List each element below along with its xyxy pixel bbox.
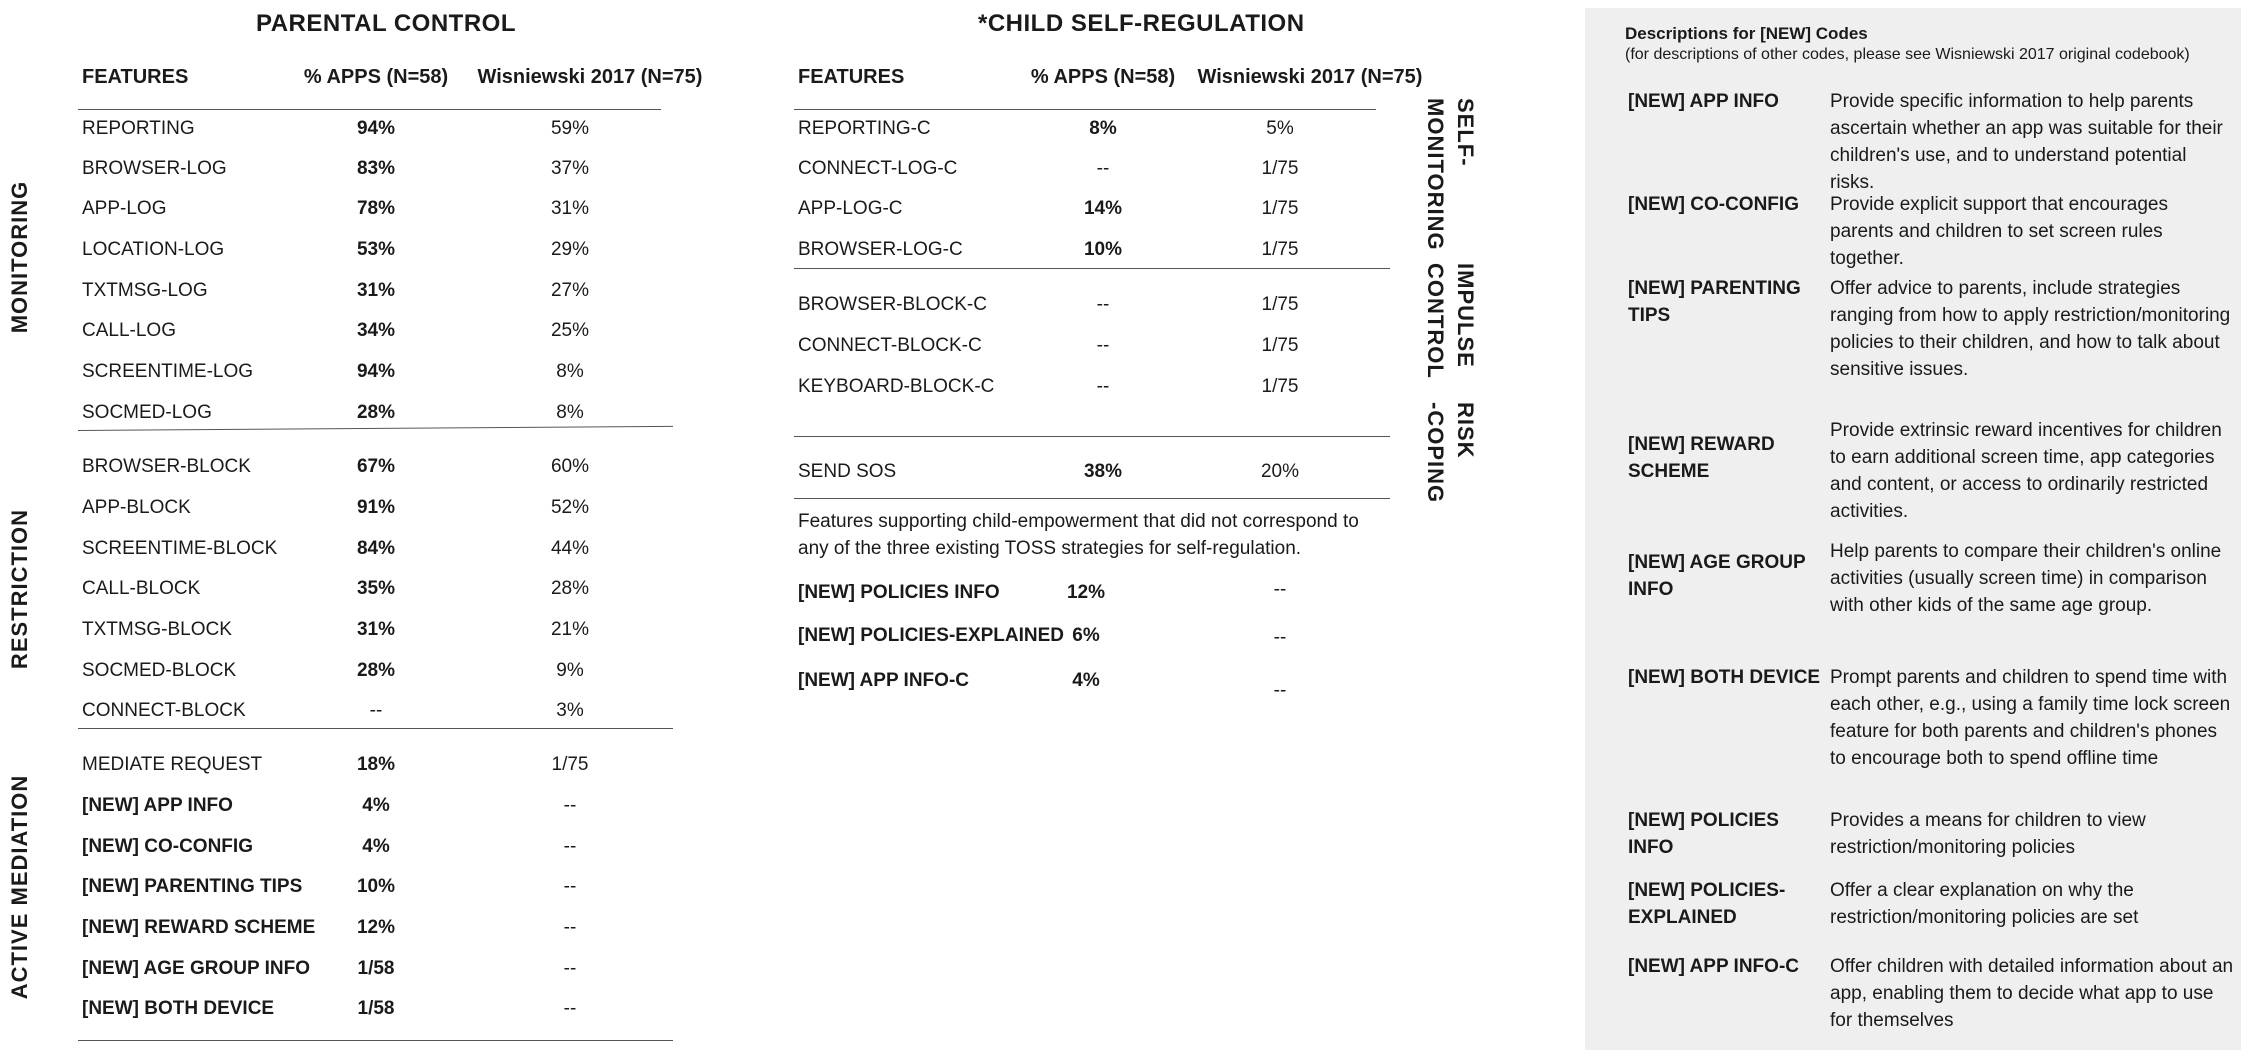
- apps-percent: 12%: [1066, 582, 1106, 603]
- feature-name: MEDIATE REQUEST: [82, 754, 263, 775]
- child-empowerment-note: Features supporting child-empowerment that did not correspond to any of the three existing TOSS strategies for self-regulation.: [798, 511, 1359, 559]
- feature-name: [NEW] AGE GROUP INFO: [82, 958, 310, 979]
- apps-percent: 8%: [1089, 118, 1117, 139]
- child-self-regulation-title: *CHILD SELF-REGULATION: [978, 10, 1305, 37]
- feature-name: CALL-BLOCK: [82, 578, 201, 599]
- apps-percent: 78%: [356, 198, 396, 219]
- code-label: [NEW] APP INFO: [1628, 91, 1779, 112]
- code-description: Provide explicit support that encourages parents and children to set screen rules together.: [1830, 194, 2168, 269]
- feature-name: [NEW] CO-CONFIG: [82, 836, 253, 857]
- apps-percent: --: [369, 700, 383, 721]
- wisniewski-value: 8%: [556, 361, 584, 382]
- wisniewski-value: 3%: [556, 700, 584, 721]
- wisniewski-value: 44%: [550, 538, 590, 559]
- apps-percent: 31%: [356, 280, 396, 301]
- feature-name: BROWSER-BLOCK: [82, 456, 251, 477]
- wisniewski-value: 9%: [556, 660, 584, 681]
- wisniewski-value: 20%: [1260, 461, 1300, 482]
- apps-percent: 94%: [356, 361, 396, 382]
- apps-percent: 28%: [356, 402, 396, 423]
- apps-percent: 12%: [356, 917, 396, 938]
- feature-name: BROWSER-BLOCK-C: [798, 294, 987, 315]
- group-label-impulse-control: IMPULSE CONTROL: [1423, 263, 1478, 379]
- apps-percent: 94%: [356, 118, 396, 139]
- feature-name: BROWSER-LOG: [82, 158, 227, 179]
- parental-bottom-line: [78, 1040, 673, 1041]
- apps-percent: 84%: [356, 538, 396, 559]
- apps-percent: 10%: [1083, 239, 1123, 260]
- feature-name: [NEW] APP INFO: [82, 795, 233, 816]
- group-label-risk-coping: RISK -COPING: [1423, 402, 1478, 504]
- apps-percent: 91%: [356, 497, 396, 518]
- wisniewski-value: --: [563, 836, 577, 857]
- apps-percent: 4%: [362, 836, 390, 857]
- feature-name: SEND SOS: [798, 461, 897, 482]
- parental-header-divider: [78, 109, 661, 110]
- feature-name: [NEW] POLICIES-EXPLAINED: [798, 625, 1065, 646]
- apps-percent: 67%: [356, 456, 396, 477]
- code-label: [NEW] AGE GROUP INFO: [1628, 552, 1806, 600]
- descriptions-title: Descriptions for [NEW] Codes: [1625, 24, 1868, 43]
- apps-percent: 4%: [362, 795, 390, 816]
- wisniewski-value: 37%: [550, 158, 590, 179]
- apps-percent: 35%: [356, 578, 396, 599]
- apps-percent: --: [1096, 335, 1110, 356]
- wisniewski-value: --: [563, 958, 577, 979]
- apps-percent: 18%: [356, 754, 396, 775]
- code-description: Prompt parents and children to spend time with each other, e.g., using a family time lock screen feature for both parents and children's phones to encourage both to spend offline time: [1830, 667, 2231, 769]
- feature-name: BROWSER-LOG-C: [798, 239, 963, 260]
- group-label-self-monitoring: SELF- MONITORING: [1423, 98, 1478, 251]
- wisniewski-value: 5%: [1266, 118, 1294, 139]
- apps-percent: --: [1096, 294, 1110, 315]
- apps-percent: 14%: [1083, 198, 1123, 219]
- apps-percent: 6%: [1072, 625, 1100, 646]
- impulse-control-divider: [794, 436, 1390, 437]
- apps-percent: --: [1096, 158, 1110, 179]
- wisniewski-value: 1/75: [1261, 198, 1299, 219]
- apps-percent: 53%: [356, 239, 396, 260]
- apps-percent: 1/58: [357, 998, 395, 1019]
- code-description: Provide specific information to help parents ascertain whether an app was suitable for their children's use, and to understand potential risks.: [1830, 91, 2223, 193]
- feature-name: [NEW] PARENTING TIPS: [82, 876, 303, 897]
- apps-percent: 38%: [1083, 461, 1123, 482]
- group-label-monitoring: MONITORING: [7, 180, 32, 334]
- apps-percent: --: [1096, 376, 1110, 397]
- feature-name: TXTMSG-LOG: [82, 280, 208, 301]
- wisniewski-value: 1/75: [1261, 294, 1299, 315]
- feature-name: REPORTING-C: [798, 118, 931, 139]
- code-description: Offer a clear explanation on why the restriction/monitoring policies are set: [1830, 880, 2139, 928]
- feature-name: APP-LOG: [82, 198, 167, 219]
- code-label: [NEW] CO-CONFIG: [1628, 194, 1799, 215]
- wisniewski-value: --: [563, 998, 577, 1019]
- parental-header-wisniewski: Wisniewski 2017 (N=75): [477, 66, 703, 88]
- child-header-wisniewski: Wisniewski 2017 (N=75): [1197, 66, 1423, 88]
- code-description: Provide extrinsic reward incentives for children to earn additional screen time, app categories and content, or access to ordinarily restricted activities.: [1830, 420, 2222, 522]
- wisniewski-value: 1/75: [1261, 376, 1299, 397]
- wisniewski-value: 1/75: [1261, 239, 1299, 260]
- group-label-active-mediation: ACTIVE MEDIATION: [7, 774, 32, 1000]
- feature-name: SOCMED-LOG: [82, 402, 212, 423]
- wisniewski-value: 28%: [550, 578, 590, 599]
- feature-name: CONNECT-BLOCK: [82, 700, 246, 721]
- feature-name: CALL-LOG: [82, 320, 176, 341]
- feature-name: [NEW] POLICIES INFO: [798, 582, 1000, 603]
- apps-percent: 1/58: [357, 958, 395, 979]
- code-description: Help parents to compare their children's online activities (usually screen time) in comparison with other kids of the same age group.: [1830, 541, 2222, 616]
- wisniewski-value: --: [1273, 579, 1287, 600]
- wisniewski-value: 27%: [550, 280, 590, 301]
- feature-name: CONNECT-BLOCK-C: [798, 335, 982, 356]
- parental-control-title: PARENTAL CONTROL: [256, 10, 516, 37]
- feature-name: [NEW] REWARD SCHEME: [82, 917, 316, 938]
- wisniewski-value: 21%: [550, 619, 590, 640]
- apps-percent: 83%: [356, 158, 396, 179]
- wisniewski-value: 25%: [550, 320, 590, 341]
- wisniewski-value: 1/75: [1261, 335, 1299, 356]
- wisniewski-value: --: [1273, 680, 1287, 701]
- apps-percent: 31%: [356, 619, 396, 640]
- feature-name: [NEW] APP INFO-C: [798, 670, 969, 691]
- parental-header-features: FEATURES: [82, 66, 189, 88]
- wisniewski-value: --: [563, 795, 577, 816]
- restriction-divider: [78, 728, 673, 729]
- apps-percent: 10%: [356, 876, 396, 897]
- monitoring-divider: [78, 426, 673, 431]
- feature-name: SOCMED-BLOCK: [82, 660, 237, 681]
- feature-name: APP-BLOCK: [82, 497, 191, 518]
- wisniewski-value: --: [563, 917, 577, 938]
- descriptions-subtitle: (for descriptions of other codes, please see Wisniewski 2017 original codebook): [1625, 46, 2190, 63]
- feature-name: TXTMSG-BLOCK: [82, 619, 232, 640]
- child-header-features: FEATURES: [798, 66, 905, 88]
- code-description: Offer advice to parents, include strategies ranging from how to apply restriction/monitoring policies to their children, and how to talk about sensitive issues.: [1830, 278, 2231, 380]
- feature-name: LOCATION-LOG: [82, 239, 225, 260]
- code-label: [NEW] BOTH DEVICE: [1628, 667, 1821, 688]
- wisniewski-value: --: [1273, 627, 1287, 648]
- self-monitoring-divider: [794, 268, 1390, 269]
- parental-header-apps: % APPS (N=58): [303, 66, 449, 88]
- wisniewski-value: 52%: [550, 497, 590, 518]
- code-description: Offer children with detailed information about an app, enabling them to decide what app to use for themselves: [1830, 956, 2234, 1031]
- feature-name: KEYBOARD-BLOCK-C: [798, 376, 995, 397]
- apps-percent: 28%: [356, 660, 396, 681]
- feature-name: REPORTING: [82, 118, 195, 139]
- feature-name: [NEW] BOTH DEVICE: [82, 998, 275, 1019]
- code-description: Provides a means for children to view restriction/monitoring policies: [1830, 810, 2146, 858]
- wisniewski-value: --: [563, 876, 577, 897]
- wisniewski-value: 60%: [550, 456, 590, 477]
- code-label: [NEW] PARENTING TIPS: [1628, 278, 1801, 326]
- code-label: [NEW] APP INFO-C: [1628, 956, 1799, 977]
- code-label: [NEW] POLICIES-EXPLAINED: [1628, 880, 1786, 928]
- feature-name: APP-LOG-C: [798, 198, 903, 219]
- code-label: [NEW] POLICIES INFO: [1628, 810, 1779, 858]
- group-label-restriction: RESTRICTION: [7, 508, 32, 670]
- feature-name: CONNECT-LOG-C: [798, 158, 958, 179]
- apps-percent: 4%: [1072, 670, 1100, 691]
- wisniewski-value: 59%: [550, 118, 590, 139]
- apps-percent: 34%: [356, 320, 396, 341]
- wisniewski-value: 31%: [550, 198, 590, 219]
- wisniewski-value: 1/75: [551, 754, 589, 775]
- wisniewski-value: 1/75: [1261, 158, 1299, 179]
- code-label: [NEW] REWARD SCHEME: [1628, 434, 1775, 482]
- feature-name: SCREENTIME-BLOCK: [82, 538, 278, 559]
- child-header-divider: [794, 109, 1376, 110]
- wisniewski-value: 29%: [550, 239, 590, 260]
- risk-coping-divider: [794, 498, 1390, 499]
- child-header-apps: % APPS (N=58): [1030, 66, 1176, 88]
- wisniewski-value: 8%: [556, 402, 584, 423]
- feature-name: SCREENTIME-LOG: [82, 361, 254, 382]
